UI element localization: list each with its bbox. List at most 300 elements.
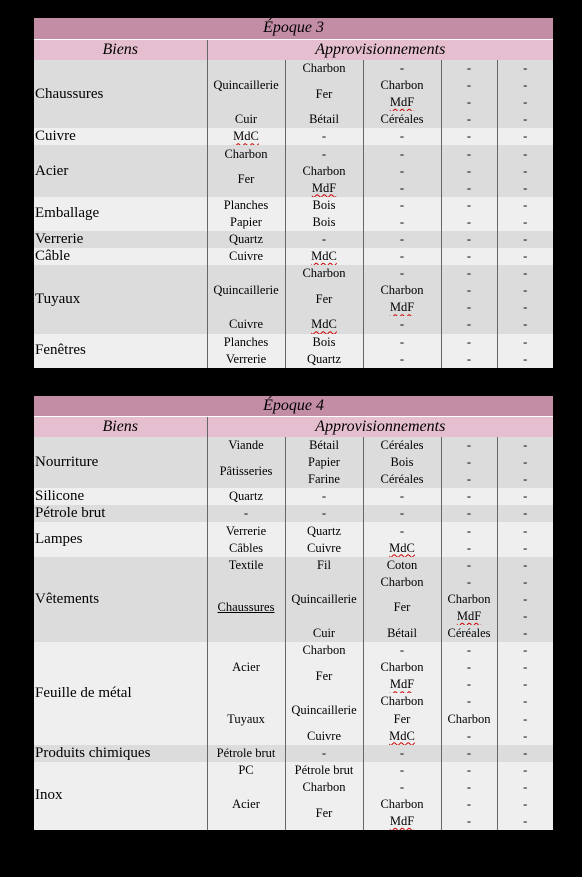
supply-cell [441, 437, 497, 454]
cell-text: Verrerie [225, 523, 267, 538]
supply-cell [285, 779, 363, 796]
cell-text: MdF [389, 300, 415, 315]
cell-text: Quincaillerie [291, 703, 357, 717]
cell-text: Charbon [380, 660, 424, 675]
cell-text: MdF [389, 677, 415, 692]
cell-text: - [399, 249, 405, 264]
cell-text: - [523, 300, 528, 315]
supply-cell [441, 94, 497, 111]
cell-text: Vêtements [35, 590, 100, 607]
supply-cell [497, 522, 553, 539]
table-row [34, 762, 553, 779]
supply-cell [363, 454, 441, 471]
cell-text: - [399, 317, 405, 332]
supply-cell [363, 676, 441, 693]
table-row [34, 145, 553, 162]
bien-cell [34, 145, 207, 196]
cell-text: Charbon [447, 591, 491, 606]
cell-text: Produits chimiques [35, 744, 151, 761]
cell-text: - [399, 523, 405, 538]
cell-text: - [466, 438, 472, 453]
cell-text: Charbon [380, 694, 424, 709]
supply-cell [441, 265, 497, 282]
cell-text: Papier [230, 214, 262, 229]
cell-text: - [399, 61, 405, 76]
supply-cell [441, 711, 497, 728]
cell-text: - [399, 351, 405, 366]
supply-cell [285, 659, 363, 693]
supply-cell [363, 796, 441, 813]
cell-text: - [523, 557, 528, 572]
supply-cell [497, 625, 553, 642]
cell-text: - [466, 506, 472, 521]
supply-cell [441, 522, 497, 539]
cell-text: - [523, 438, 528, 453]
supply-cell [363, 316, 441, 333]
supply-cell [285, 180, 363, 197]
cell-text: - [466, 540, 472, 555]
cell-text: - [466, 112, 472, 127]
supply-cell [285, 197, 363, 214]
cell-text: Bétail [309, 438, 339, 453]
cell-text: - [523, 214, 528, 229]
supply-cell [497, 642, 553, 659]
cell-text: Charbon [302, 779, 346, 794]
cell-text: Farine [308, 472, 340, 487]
cell-text: Charbon [447, 711, 491, 726]
supply-cell [285, 454, 363, 471]
supply-cell [497, 197, 553, 214]
cell-text: - [523, 489, 528, 504]
bien-cell [34, 437, 207, 488]
supply-cell [441, 471, 497, 488]
supply-cell [207, 197, 285, 214]
cell-text: - [466, 334, 472, 349]
cell-text: - [466, 643, 472, 658]
cell-text: Pétrole brut [35, 505, 106, 522]
bien-cell [34, 265, 207, 333]
supply-cell [441, 111, 497, 128]
cell-text: Fer [237, 172, 255, 187]
cell-text: Charbon [380, 283, 424, 298]
table-epoque-4 [34, 396, 553, 830]
cell-text: - [523, 626, 528, 641]
supply-cell [497, 454, 553, 471]
supply-cell [363, 693, 441, 710]
supply-cell [363, 265, 441, 282]
supply-cell [497, 505, 553, 522]
cell-text: Bois [390, 455, 414, 470]
cell-text: - [321, 231, 327, 246]
supply-cell [363, 505, 441, 522]
supply-cell [497, 231, 553, 248]
cell-text: Tuyaux [35, 290, 81, 307]
supply-cell [285, 265, 363, 282]
supply-cell [285, 557, 363, 574]
supply-cell [497, 111, 553, 128]
cell-text: Chaussures [35, 85, 104, 102]
supply-cell [207, 437, 285, 454]
supply-cell [207, 351, 285, 368]
supply-cell [497, 796, 553, 813]
cell-text: - [523, 146, 528, 161]
cell-text: - [399, 643, 405, 658]
cell-text: - [466, 283, 472, 298]
cell-text: - [466, 489, 472, 504]
supply-cell [441, 145, 497, 162]
cell-text: - [399, 266, 405, 281]
cell-text: MdC [311, 249, 337, 264]
supply-cell [363, 471, 441, 488]
supply-cell [363, 728, 441, 745]
supply-cell [497, 128, 553, 145]
cell-text: Céréales [380, 472, 424, 487]
supply-cell [441, 557, 497, 574]
cell-text: Textile [228, 557, 264, 572]
supply-cell [285, 334, 363, 351]
supply-cell [497, 676, 553, 693]
cell-text: - [466, 694, 472, 709]
supply-cell [207, 693, 285, 744]
cell-text: - [466, 266, 472, 281]
cell-text: Planches [223, 334, 269, 349]
cell-text: Fer [315, 291, 333, 306]
supply-cell [441, 540, 497, 557]
supply-cell [441, 796, 497, 813]
supply-cell [207, 540, 285, 557]
bien-cell [34, 128, 207, 145]
cell-text: Papier [308, 455, 340, 470]
supply-cell [363, 488, 441, 505]
supply-cell [441, 488, 497, 505]
supply-cell [497, 334, 553, 351]
supply-cell [363, 163, 441, 180]
supply-cell [207, 248, 285, 265]
supply-cell [441, 813, 497, 830]
supply-cell [207, 145, 285, 162]
supply-cell [441, 128, 497, 145]
supply-cell [441, 625, 497, 642]
supply-cell [363, 557, 441, 574]
supply-cell [363, 779, 441, 796]
cell-text: Fenêtres [35, 342, 86, 359]
supply-cell [207, 128, 285, 145]
supply-cell [363, 522, 441, 539]
cell-text: - [523, 472, 528, 487]
bien-cell [34, 505, 207, 522]
supply-cell [207, 163, 285, 197]
cell-text: MdF [389, 814, 415, 829]
cell-text: Pâtisseries [219, 463, 273, 478]
supply-cell [497, 77, 553, 94]
supply-cell [207, 779, 285, 830]
supply-cell [363, 197, 441, 214]
bien-cell [34, 60, 207, 128]
cell-text: - [523, 779, 528, 794]
table-row [34, 642, 553, 659]
cell-text: MdC [233, 129, 259, 144]
supply-cell [497, 574, 553, 591]
cell-text: - [321, 489, 327, 504]
supply-cell [363, 642, 441, 659]
supply-cell [441, 642, 497, 659]
supply-cell [441, 351, 497, 368]
cell-text: - [523, 540, 528, 555]
cell-text: - [523, 317, 528, 332]
cell-text: - [321, 745, 327, 760]
cell-text: - [399, 129, 405, 144]
supply-cell [441, 659, 497, 676]
cell-text: - [466, 317, 472, 332]
cell-text: Bétail [387, 626, 417, 641]
cell-text: Tuyaux [227, 711, 265, 726]
supply-cell [363, 351, 441, 368]
supply-cell [497, 60, 553, 77]
cell-text: PC [238, 762, 254, 777]
cell-text: Câbles [228, 540, 264, 555]
bien-cell [34, 762, 207, 830]
cell-text: - [523, 694, 528, 709]
supply-cell [285, 796, 363, 830]
table-row [34, 60, 553, 77]
cell-text: Nourriture [35, 454, 99, 471]
cell-text: - [523, 643, 528, 658]
cell-text: Quartz [306, 523, 341, 538]
supply-cell [285, 316, 363, 333]
cell-text: - [523, 95, 528, 110]
supply-cell [207, 762, 285, 779]
cell-text: Charbon [302, 643, 346, 658]
cell-text: Fer [315, 86, 333, 101]
cell-text: - [466, 180, 472, 195]
supply-cell [285, 60, 363, 77]
cell-text: - [243, 506, 249, 521]
supply-cell [497, 488, 553, 505]
cell-text: - [399, 334, 405, 349]
supply-cell [441, 248, 497, 265]
supply-cell [497, 248, 553, 265]
supply-cell [497, 265, 553, 282]
supply-cell [285, 540, 363, 557]
supply-cell [441, 60, 497, 77]
cell-text: - [523, 180, 528, 195]
cell-text: Charbon [380, 797, 424, 812]
supply-cell [363, 60, 441, 77]
supply-cell [207, 231, 285, 248]
supply-cell [441, 197, 497, 214]
supply-cell [497, 299, 553, 316]
supply-cell [285, 351, 363, 368]
cell-text: - [321, 129, 327, 144]
cell-text: - [466, 728, 472, 743]
cell-text: Charbon [302, 266, 346, 281]
supply-cell [207, 488, 285, 505]
supply-cell [207, 642, 285, 693]
cell-text: - [466, 660, 472, 675]
cell-text: MdC [389, 540, 415, 555]
cell-text: Quincaillerie [213, 283, 279, 298]
supply-cell [497, 316, 553, 333]
cell-text: Silicone [35, 488, 85, 505]
cell-text: Céréales [380, 112, 424, 127]
cell-text: - [523, 249, 528, 264]
cell-text: - [466, 163, 472, 178]
supply-cell [363, 437, 441, 454]
cell-text: - [321, 146, 327, 161]
cell-text: - [523, 677, 528, 692]
cell-text: Bétail [309, 112, 339, 127]
cell-text: Cuivre [228, 249, 264, 264]
supply-cell [441, 299, 497, 316]
supply-cell [207, 745, 285, 762]
supply-cell [285, 488, 363, 505]
supply-cell [441, 163, 497, 180]
cell-text: - [523, 78, 528, 93]
supply-cell [497, 163, 553, 180]
cell-text: Coton [386, 557, 418, 572]
cell-text: Inox [35, 787, 63, 804]
supply-cell [363, 145, 441, 162]
bien-cell [34, 642, 207, 745]
supply-cell [363, 94, 441, 111]
cell-text: - [523, 129, 528, 144]
supply-cell [441, 77, 497, 94]
supply-cell [363, 711, 441, 728]
supply-cell [207, 60, 285, 111]
cell-text: - [466, 523, 472, 538]
cell-text: - [523, 61, 528, 76]
bien-cell [34, 248, 207, 265]
cell-text: - [466, 762, 472, 777]
supply-cell [363, 248, 441, 265]
cell-text: - [523, 197, 528, 212]
supply-cell [285, 163, 363, 180]
cell-text: - [466, 231, 472, 246]
cell-text: - [399, 214, 405, 229]
cell-text: - [466, 814, 472, 829]
cell-text: - [399, 146, 405, 161]
cell-text: Fer [393, 600, 411, 615]
supply-cell [363, 180, 441, 197]
cell-text: - [466, 455, 472, 470]
cell-text: - [466, 214, 472, 229]
supply-cell [285, 522, 363, 539]
supply-cell [363, 591, 441, 625]
cell-text: - [466, 249, 472, 264]
cell-text: - [466, 300, 472, 315]
cell-text: Quartz [228, 489, 263, 504]
supply-cell [441, 454, 497, 471]
cell-text: Bois [312, 334, 336, 349]
header-biens: Biens [34, 39, 207, 60]
supply-cell [285, 145, 363, 162]
cell-text: Céréales [380, 438, 424, 453]
supply-cell [497, 728, 553, 745]
table-row [34, 745, 553, 762]
table-row [34, 557, 553, 574]
cell-text: Fer [315, 805, 333, 820]
cell-text: Emballage [35, 205, 100, 222]
cell-text: Acier [232, 660, 260, 675]
cell-text: MdC [311, 317, 337, 332]
cell-text: - [399, 197, 405, 212]
cell-text: MdF [389, 95, 415, 110]
supply-cell [207, 111, 285, 128]
supply-cell [363, 282, 441, 299]
supply-cell [441, 779, 497, 796]
supply-cell [441, 316, 497, 333]
cell-text: Pétrole brut [216, 745, 276, 760]
cell-text: - [523, 266, 528, 281]
supply-cell [363, 540, 441, 557]
supply-cell [497, 762, 553, 779]
cell-text: Charbon [380, 78, 424, 93]
cell-text: - [399, 745, 405, 760]
supply-cell [441, 180, 497, 197]
cell-text: - [399, 180, 405, 195]
cell-text: - [523, 523, 528, 538]
supply-cell [441, 676, 497, 693]
cell-text: - [523, 283, 528, 298]
supply-cell [363, 214, 441, 231]
cell-text: Verrerie [225, 351, 267, 366]
bien-cell [34, 488, 207, 505]
cell-text: - [399, 506, 405, 521]
supply-cell [441, 505, 497, 522]
bien-cell [34, 231, 207, 248]
supply-cell [285, 214, 363, 231]
table-row [34, 128, 553, 145]
cell-text: - [523, 163, 528, 178]
supply-cell [497, 608, 553, 625]
cell-text: Cuivre [35, 128, 76, 145]
supply-cell [441, 762, 497, 779]
supply-cell [497, 351, 553, 368]
cell-text: - [466, 146, 472, 161]
table-epoque-3 [34, 18, 553, 368]
table-title: Époque 4 [34, 396, 553, 416]
bien-cell [34, 197, 207, 231]
supply-cell [207, 522, 285, 539]
table-row [34, 437, 553, 454]
cell-text: - [466, 129, 472, 144]
supply-cell [441, 574, 497, 591]
cell-text: - [466, 78, 472, 93]
cell-text: - [466, 745, 472, 760]
supply-cell [497, 693, 553, 710]
cell-text: Fer [315, 668, 333, 683]
table-row [34, 197, 553, 214]
supply-cell [285, 625, 363, 642]
cell-text: Charbon [302, 61, 346, 76]
cell-text: - [523, 608, 528, 623]
cell-text: Cuivre [306, 728, 342, 743]
supply-cell [497, 214, 553, 231]
cell-text: Charbon [224, 146, 268, 161]
cell-text: - [399, 762, 405, 777]
supply-cell [285, 574, 363, 625]
cell-text: - [466, 95, 472, 110]
cell-text: Céréales [447, 626, 491, 641]
header-biens: Biens [34, 416, 207, 437]
header-approvisionnements: Approvisionnements [207, 39, 553, 60]
supply-cell [285, 505, 363, 522]
supply-cell [285, 231, 363, 248]
cell-text: - [466, 351, 472, 366]
supply-cell [363, 574, 441, 591]
cell-text: Cuivre [228, 317, 264, 332]
cell-text: Viande [228, 438, 264, 453]
